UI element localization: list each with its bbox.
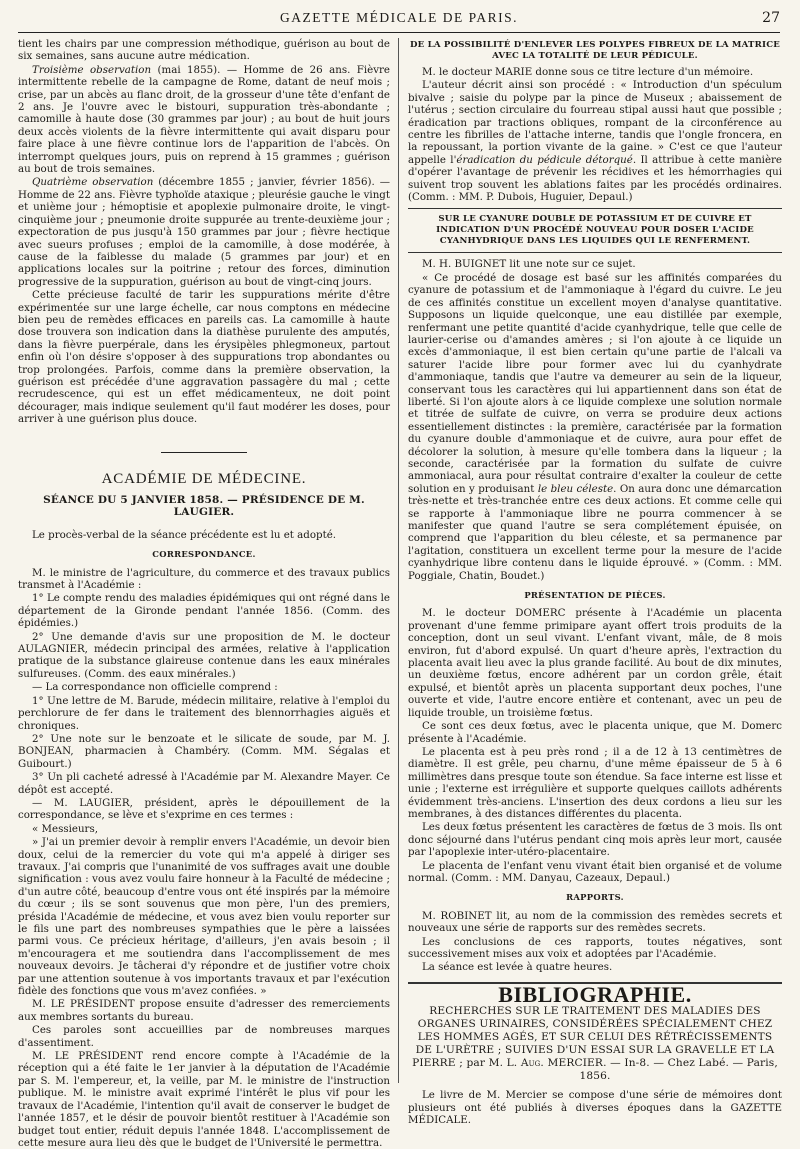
- discours: » J'ai un premier devoir à remplir envers l'Académie, un devoir bien doux, celui de la remercier du vote qui m'a appelé à diriger ses travaux. J'ai compris que l'unanimité de vos suffrages avait une double signification : vous avez voulu faire honneur à la Faculté de médecine ; d'un autre côté, beaucoup d'entre vous ont été inspirés par la mémoire du cœur ; ils se sont souvenus que mon père, l'un des premiers, présida l'Académie de médecine, et vous avez bien voulu reporter sur le fils une part des nombreuses sympathies que le père a laissées parmi vous. Ce précieux héritage, d'ailleurs, j'en avais besoin ; il m'encouragera et me soutiendra dans l'accomplissement de mes nouveaux devoirs. Je tâcherai d'y répondre et de justifier votre choix par une attention soutenue à vos importants travaux et par l'exécution fidèle des fonctions que vous m'avez confiées. »: [18, 836, 390, 998]
- marie-paragraph: M. le docteur MARIE donne sous ce titre lecture d'un mémoire.: [422, 66, 754, 78]
- third-observation: [18, 64, 390, 176]
- observation-label: Quatrième observation: [32, 176, 154, 189]
- cyanure-heading: SUR LE CYANURE DOUBLE DE POTASSIUM ET DE CUIVRE ET INDICATION D'UN PROCÉDÉ NOUVEAU POUR DOSER L'ACIDE CYANHYDRIQUE DANS LES LIQUIDES QUI LE RENFERMENT.: [436, 214, 754, 247]
- text-run: . On aura donc une démarcation très-nette et très-tranchée entre ces deux actions. Et comme celle qui se rapporte à l'ammoniaque libre ne pourra commencer à se manifester que quand l'autre se sera complétement épuisée, on comprend que l'apparition du bleu céleste, et sa permanence par l'agitation, constituera un excellent terme pour la mesure de l'acide cyanhydrique libre contenu dans le liquide éprouvé. » (Comm. : MM. Poggiale, Chatin, Boudet.): [408, 482, 782, 582]
- pieces-heading: PRÉSENTATION DE PIÈCES.: [524, 590, 666, 601]
- observation-text: (mai 1855). — Homme de 26 ans. Fièvre intermittente rebelle de la campagne de Rome, datant de neuf mois ; crise, par un abcès au flanc droit, de la grosseur d'une tête d'enfant de 2 ans. Je l'ouvre avec le bistouri, suppuration très-abondante ; camomille à haute dose (30 grammes par jour) ; au bout de huit jours deux accès violents de la fièvre intermittente qui avait disparu pour faire place à une fièvre continue lors de l'apparition de l'abcès. On interrompt quelques jours, puis on reprend à 15 grammes ; guérison au bout de trois semaines.: [18, 63, 390, 176]
- left-column: [18, 38, 390, 1149]
- foetus-paragraph: Ce sont ces deux fœtus, avec le placenta unique, que M. Domerc présente à l'Académie.: [408, 720, 782, 745]
- correspondance-heading: CORRESPONDANCE.: [152, 549, 256, 560]
- robinet-paragraph: M. ROBINET lit, au nom de la commission des remèdes secrets et nouveaux une série de rapports sur des remèdes secrets.: [408, 909, 782, 935]
- messieurs: « Messieurs,: [32, 822, 98, 835]
- academie-title: ACADÉMIE DE MÉDECINE.: [101, 470, 307, 487]
- caracteres-paragraph: Les deux fœtus présentent les caractères de fœtus de 3 mois. Ils ont donc séjourné dans l'utérus pendant cinq mois après leur mort, causée par l'apoplexie inter-utéro-placentaire.: [408, 821, 782, 859]
- text-run: L'auteur décrit ainsi son procédé : « Introduction d'un spéculum bivalve ; saisie du polype par la pince de Museux ; abaissement de l'utérus ; section circulaire du fourreau stipal aussi haut que possible ; éradication par tractions obliques, rompant de la circonférence au centre les fibrilles de l'attache interne, tandis que l'ongle froncera, en la repoussant, la portion vivante de la gaine. » C'est ce que l'auteur appelle l': [408, 79, 782, 166]
- bibliographie-reference: [408, 1005, 782, 1083]
- paragraph: tient les chairs par une compression méthodique, guérison au bout de six semaines, sans aucune autre médication.: [18, 38, 390, 63]
- separator: [408, 252, 782, 253]
- column-divider: [398, 38, 399, 1083]
- conclusion-paragraph: Cette précieuse faculté de tarir les suppurations mérite d'être expérimentée sur une large échelle, car nous comptons en médecine bien peu de remèdes efficaces en pareils cas. La camomille à haute dose trouvera son indication dans la diathèse purulente des amputés, dans la fièvre puerpérale, dans les érysipèles phlegmoneux, partout enfin où l'on désire s'opposer à des suppurations trop abondantes ou trop prolongées. Parfois, comme dans la première observation, la guérison est précédée d'une aggravation passagère du mal ; cette recrudescence, qui est un effet médicamenteux, ne doit point décourager, mais indique seulement qu'il faut modérer les doses, pour arriver à une guérison plus douce.: [18, 289, 390, 426]
- enfant-paragraph: Le placenta de l'enfant venu vivant était bien organisé et de volume normal. (Comm. : MM. Danyau, Cazeaux, Depaul.): [408, 859, 782, 884]
- rapports-heading: RAPPORTS.: [566, 892, 624, 903]
- list-item: 1° Une lettre de M. Barude, médecin militaire, relative à l'emploi du perchlorure de fer dans le traitement des blennorrhagies aiguës et chroniques.: [18, 694, 390, 732]
- conclusions-paragraph: Les conclusions de ces rapports, toutes négatives, sont successivement mises aux voix et adoptées par l'Académie.: [408, 935, 782, 960]
- right-column: [408, 38, 782, 1127]
- separator: [408, 208, 782, 209]
- president-paragraph: M. LE PRÉSIDENT propose ensuite d'adresser des remerciements aux membres sortants du bureau.: [18, 998, 390, 1023]
- page-header: [18, 8, 780, 33]
- text-run: . — In-8. — Chez Labé. — Paris, 1856.: [579, 1057, 778, 1083]
- author-name: M. L. Aug. MERCIER: [488, 1057, 604, 1070]
- bibliographie-title: BIBLIOGRAPHIE.: [498, 981, 692, 1007]
- fourth-observation: [18, 176, 390, 288]
- text-run: . Il attribue à cette manière d'opérer l'avantage de prévenir les récidives et les hémorrhagies qui suivent trop souvent les ablations faites par les procédés ordinaires. (Comm. : MM. P. Dubois, Huguier, Depaul.): [408, 153, 782, 204]
- proces-verbal: Le procès-verbal de la séance précédente est lu et adopté.: [32, 528, 337, 541]
- levee-paragraph: La séance est levée à quatre heures.: [422, 961, 613, 974]
- page-number: 27: [762, 10, 780, 26]
- list-item: 1° Le compte rendu des maladies épidémiques qui ont régné dans le département de la Gironde pendant l'année 1856. (Comm. des épidémies.): [18, 592, 390, 630]
- seance-heading: SÉANCE DU 5 JANVIER 1858. — PRÉSIDENCE DE M. LAUGIER.: [43, 494, 365, 519]
- list-item: 2° Une demande d'avis sur une proposition de M. le docteur AULAGNIER, médecin principal des armées, relative à l'application pratique de la substance glaireuse contenue dans les eaux minérales sulfureuses. (Comm. des eaux minérales.): [18, 630, 390, 680]
- italic-run: le bleu céleste: [537, 482, 614, 495]
- assentiment: Ces paroles sont accueillies par de nombreuses marques d'assentiment.: [18, 1024, 390, 1049]
- president-compte: M. LE PRÉSIDENT rend encore compte à l'Académie de la réception qui a été faite le 1er janvier à la députation de l'Académie par S. M. l'empereur, et, la veille, par M. le ministre de l'instruction publique. M. le ministre avait exprimé l'intérêt le plus vif pour les travaux de l'Académie, l'intention qu'il avait de conserver le budget de l'année 1857, et le désir de pouvoir bientôt restituer à l'Académie son budget tout entier, réduit depuis l'année 1848. L'accomplissement de cette mesure aura lieu dès que le budget de l'Université le permettra.: [18, 1050, 390, 1149]
- buignet-text: [408, 272, 782, 582]
- mercier-paragraph: Le livre de M. Mercier se compose d'une série de mémoires dont plusieurs ont été publiés à diverses époques dans la GAZETTE MÉDICALE.: [408, 1089, 782, 1127]
- list-item: 2° Une note sur le benzoate et le silicate de soude, par M. J. BONJEAN, pharmacien à Chambéry. (Comm. MM. Ségalas et Guibourt.): [18, 732, 390, 770]
- marie-text: [408, 79, 782, 203]
- polypes-heading: DE LA POSSIBILITÉ D'ENLEVER LES POLYPES FIBREUX DE LA MATRICE AVEC LA TOTALITÉ DE LEUR PÉDICULE.: [410, 40, 780, 61]
- placenta-paragraph: Le placenta est à peu près rond ; il a de 12 à 13 centimètres de diamètre. Il est grêle, peu charnu, d'une même épaisseur de 5 à 6 millimètres dans presque toute son étendue. Sa face interne est lisse et unie ; l'externe est irrégulière et supporte quelques caillots adhérents évidemment très-anciens. L'insertion des deux cordons a lieu sur les membranes, à des distances différentes du placenta.: [408, 745, 782, 820]
- laugier-paragraph: — M. LAUGIER, président, après le dépouillement de la correspondance, se lève et s'exprime en ces termes :: [18, 796, 390, 822]
- journal-title: GAZETTE MÉDICALE DE PARIS.: [280, 10, 518, 25]
- domerc-paragraph: M. le docteur DOMERC présente à l'Académie un placenta provenant d'une femme primipare ayant offert trois produits de la conception, dont un seul vivant. L'enfant vivant, mâle, de 8 mois environ, fut d'abord expulsé. Un quart d'heure après, l'extraction du placenta avait lieu avec la plus grande facilité. Au bout de dix minutes, un deuxième fœtus, encore adhérent par un cordon grêle, était expulsé, et bientôt après un placenta supportant deux poches, l'une ouverte et vide, l'autre encore entière et contenant, avec un peu de liquide trouble, un troisième fœtus.: [408, 607, 782, 719]
- section-rule: [161, 452, 247, 453]
- text-run: « Ce procédé de dosage est basé sur les affinités comparées du cyanure de potassium et de l'ammoniaque à l'égard du cuivre. Le jeu de ces affinités constitue un excellent moyen d'analyse quantitative. Supposons un liquide quelconque, une eau distillée par exemple, renfermant une petite quantité d'acide cyanhydrique, telle que celle de laurier-cerise ou d'amandes amères ; si l'on ajoute à ce liquide un excès d'ammoniaque, il est bien certain qu'une partie de l'alcali va saturer l'acide libre pour former avec lui du cyanhydrate d'ammoniaque, tandis que l'autre va demeurer au sein de la liqueur, conservant tous les caractères qui lui appartiennent dans son état de liberté. Si l'on ajoute alors à ce liquide complexe une solution normale et titrée de sulfate de cuivre, on verra se produire deux actions essentiellement distinctes : la première, caractérisée par la formation du cyanure double d'ammoniaque et de cuivre, aura pour effet de décolorer la solution, à mesure qu'elle tombera dans la liqueur ; la seconde, caractérisée par la formation du sulfate de cuivre ammoniacal, aura pour résultat contraire d'exalter la couleur de cette solution en y produisant: [408, 271, 782, 495]
- ministre-paragraph: M. le ministre de l'agriculture, du commerce et des travaux publics transmet à l'Académie :: [18, 566, 390, 592]
- list-item: 3° Un pli cacheté adressé à l'Académie par M. Alexandre Mayer. Ce dépôt est accepté.: [18, 771, 390, 796]
- observation-text: (décembre 1855 ; janvier, février 1856). — Homme de 22 ans. Fièvre typhoïde ataxique ; pleurésie gauche le vingt et unième jour ; hémoptisie et apoplexie pulmonaire droite, le vingt-cinquième jour ; pneumonie droite suppurée au trente-deuxième jour ; expectoration de pus jusqu'à 150 grammes par jour ; fièvre hectique avec sueurs profuses ; emploi de la camomille, à dose modérée, à cause de la faiblesse du malade (5 grammes par jour) et en applications locales sur la poitrine ; retour des forces, diminution progressive de la suppuration, guérison au bout de vingt-cinq jours.: [18, 176, 390, 288]
- non-officielle: — La correspondance non officielle comprend :: [32, 681, 278, 694]
- observation-label: Troisième observation: [32, 63, 152, 76]
- italic-run: éradication du pédicule détorqué: [456, 153, 633, 166]
- text-run: RECHERCHES SUR LE TRAITEMENT DES MALADIES DES ORGANES URINAIRES, CONSIDÉRÉES SPÉCIALEMENT CHEZ LES HOMMES AGÉS, ET SUR CELUI DES RÉTRÉCISSEMENTS DE L'URÈTRE ; SUIVIES D'UN ESSAI SUR LA GRAVELLE ET LA PIERRE ; par: [412, 1005, 775, 1070]
- buignet-paragraph: M. H. BUIGNET lit une note sur ce sujet.: [422, 258, 636, 271]
